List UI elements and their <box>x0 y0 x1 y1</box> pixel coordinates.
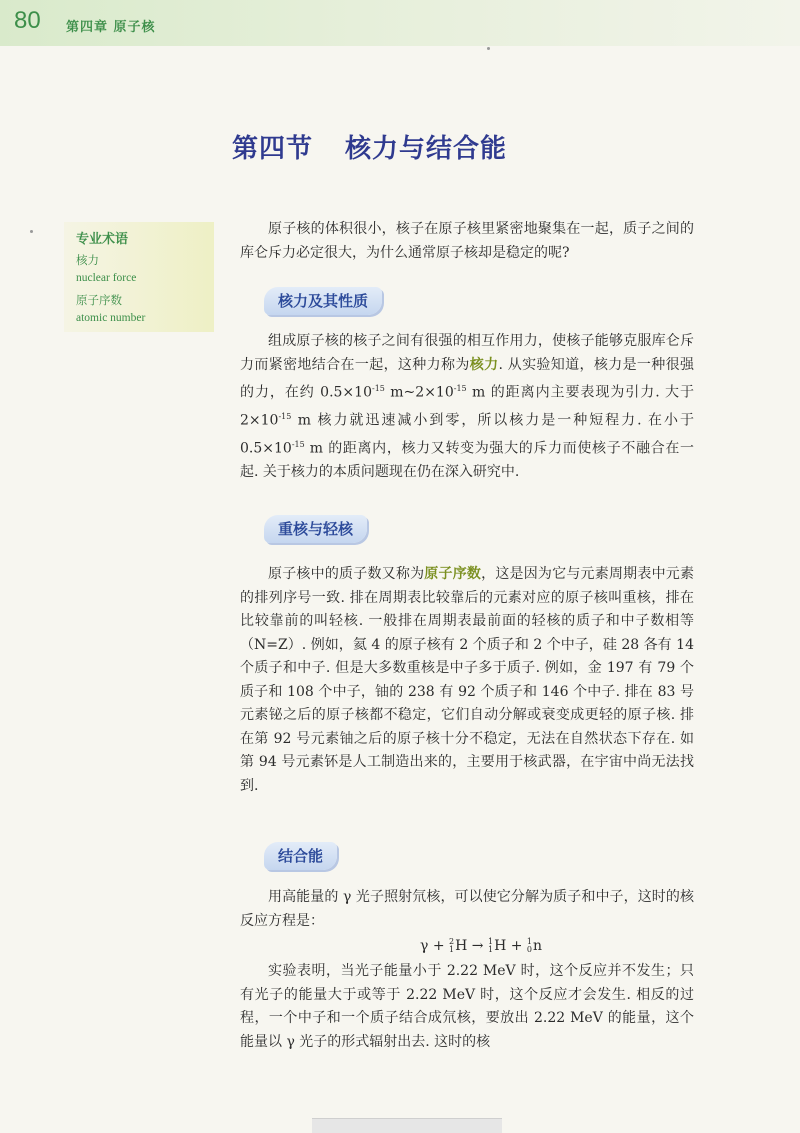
paragraph-nuclear-force: 组成原子核的核子之间有很强的相互作用力，使核子能够克服库仑斥力而紧密地结合在一起，这种力称为核力. 从实验知道，核力是一种很强的力，在约 $0.5\times 10^{-15}$ $m\sim 2\times 10^{-15}$ m 的距离内主要表现为引力. 大于 $2\times 10^{-15}$ m 核力就迅速减小到零，所以核力是一种短程力. 在小于 $0.5\times 10^{-15}$ m 的距离内，核力又转变为强大的斥力而使核子不融合在一起. 关于核力的本质问题现在仍在深入研究中. <box>240 333 695 481</box>
glossary-term-en: nuclear force <box>76 272 137 284</box>
glossary-term-en: atomic number <box>76 312 146 324</box>
glossary-title: 专业术语 <box>76 232 129 247</box>
nuclear-equation: γ + 2 1 H → 1 1 H + 1 0 n <box>420 937 543 954</box>
intro-paragraph: 原子核的体积很小，核子在原子核里紧密地聚集在一起，质子之间的库仑斥力必定很大，为什么通常原子核却是稳定的呢? <box>240 221 694 261</box>
scan-speck <box>30 230 33 233</box>
paragraph-binding-energy-1: 用高能量的 γ 光子照射氘核，可以使它分解为质子和中子，这时的核反应方程是： <box>240 889 694 929</box>
page-number: 80 <box>14 7 41 34</box>
scan-speck <box>487 47 490 50</box>
paragraph-heavy-light-nuclei: 原子核中的质子数又称为原子序数，这是因为它与元素周期表中元素的排列序号一致. 排在周期表比较靠后的元素对应的原子核叫重核，排在比较靠前的叫轻核. 一般排在周期表最前面的轻核的质子和中子数相等（N=Z）. 例如，氦 4 的原子核有 2 个质子和 2 个中子，硅 28 各有 14 个质子和中子. 但是大多数重核是中子多于质子. 例如，金 197 有 79 个质子和 108 个中子，铀的 238 有 92 个质子和 146 个中子. 排在 83 号元素铋之后的原子核都不稳定，它们自动分解或衰变成更轻的原子核. 排在第 92 号元素铀之后的原子核十分不稳定，无法在自然状态下存在. 如第 94 号元素钚是人工制造出来的，主要用于核武器，在宇宙中尚无法找到. <box>240 566 695 794</box>
nuclide-deuterium: 2 1 H <box>449 937 468 954</box>
subheading-nuclear-force: 核力及其性质 <box>264 287 382 315</box>
page-header <box>0 0 800 46</box>
glossary-term-cn: 原子序数 <box>76 295 122 307</box>
term-atomic-number: 原子序数 <box>424 566 482 582</box>
glossary-term-cn: 核力 <box>76 255 99 267</box>
bottom-tab-decoration <box>312 1118 502 1133</box>
nuclide-proton: 1 1 H <box>487 937 507 954</box>
nuclide-neutron: 1 0 n <box>526 937 543 954</box>
glossary-box <box>64 222 214 332</box>
term-nuclear-force: 核力 <box>469 356 499 373</box>
chapter-label: 第四章 原子核 <box>66 20 156 35</box>
paragraph-binding-energy-2: 实验表明，当光子能量小于 2.22 MeV 时，这个反应并不发生；只有光子的能量大于或等于 2.22 MeV 时，这个反应才会发生. 相反的过程，一个中子和一个质子结合成氘核，要放出 2.22 MeV 的能量，这个能量以 γ 光子的形式辐射出去. 这时的核 <box>240 963 694 1050</box>
section-title: 第四节 核力与结合能 <box>232 134 508 164</box>
subheading-binding-energy: 结合能 <box>264 842 337 870</box>
subheading-heavy-light-nuclei: 重核与轻核 <box>264 515 367 543</box>
